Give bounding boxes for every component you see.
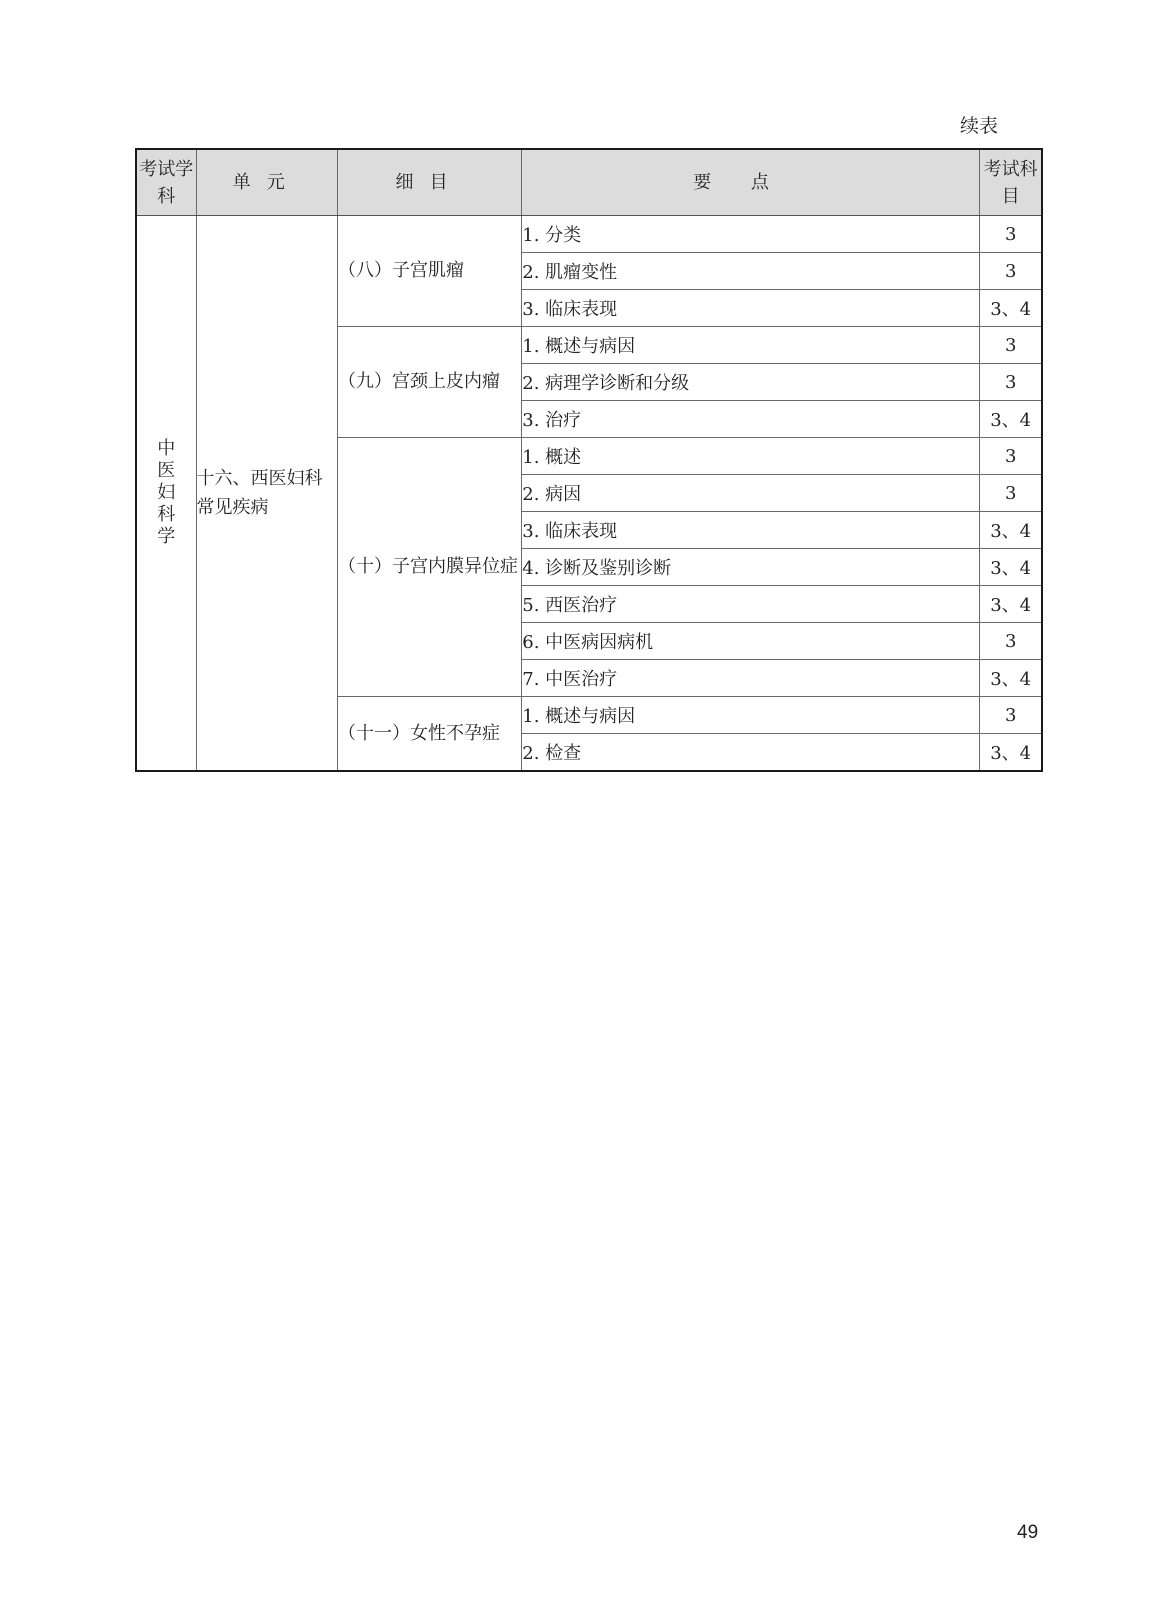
exam-code-cell: 3: [980, 438, 1042, 475]
page-number: 49: [1017, 1522, 1039, 1543]
point-cell: 1. 概述与病因: [522, 327, 980, 364]
point-cell: 1. 概述: [522, 438, 980, 475]
header-unit: 单元: [196, 149, 337, 216]
point-cell: 7. 中医治疗: [522, 660, 980, 697]
point-cell: 1. 分类: [522, 216, 980, 253]
detail-cell: （九）宫颈上皮内瘤: [338, 327, 522, 438]
point-cell: 1. 概述与病因: [522, 697, 980, 734]
point-cell: 2. 病因: [522, 475, 980, 512]
exam-code-cell: 3、4: [980, 401, 1042, 438]
header-subject: 考试学科: [136, 149, 196, 216]
header-exam-code: 考试科目: [980, 149, 1042, 216]
exam-outline-table: [135, 148, 1043, 772]
unit-cell: 十六、西医妇科常见疾病: [196, 216, 337, 772]
header-points: 要点: [522, 149, 980, 216]
exam-code-cell: 3: [980, 475, 1042, 512]
exam-code-cell: 3、4: [980, 660, 1042, 697]
table-row: [136, 216, 1042, 253]
subject-cell: 中医妇科学: [136, 216, 196, 772]
point-cell: 3. 临床表现: [522, 512, 980, 549]
point-cell: 3. 治疗: [522, 401, 980, 438]
exam-code-cell: 3、4: [980, 734, 1042, 772]
exam-code-cell: 3、4: [980, 512, 1042, 549]
point-cell: 2. 肌瘤变性: [522, 253, 980, 290]
exam-code-cell: 3: [980, 253, 1042, 290]
point-cell: 3. 临床表现: [522, 290, 980, 327]
point-cell: 6. 中医病因病机: [522, 623, 980, 660]
detail-cell: （八）子宫肌瘤: [338, 216, 522, 327]
exam-code-cell: 3: [980, 623, 1042, 660]
exam-code-cell: 3: [980, 364, 1042, 401]
exam-code-cell: 3: [980, 697, 1042, 734]
exam-code-cell: 3: [980, 327, 1042, 364]
detail-cell: （十）子宫内膜异位症: [338, 438, 522, 697]
header-detail: 细目: [338, 149, 522, 216]
exam-code-cell: 3: [980, 216, 1042, 253]
detail-cell: （十一）女性不孕症: [338, 697, 522, 772]
point-cell: 2. 检查: [522, 734, 980, 772]
point-cell: 2. 病理学诊断和分级: [522, 364, 980, 401]
exam-code-cell: 3、4: [980, 290, 1042, 327]
continued-label: 续表: [960, 115, 999, 137]
table-header-row: [136, 149, 1042, 216]
point-cell: 4. 诊断及鉴别诊断: [522, 549, 980, 586]
point-cell: 5. 西医治疗: [522, 586, 980, 623]
exam-code-cell: 3、4: [980, 586, 1042, 623]
exam-code-cell: 3、4: [980, 549, 1042, 586]
